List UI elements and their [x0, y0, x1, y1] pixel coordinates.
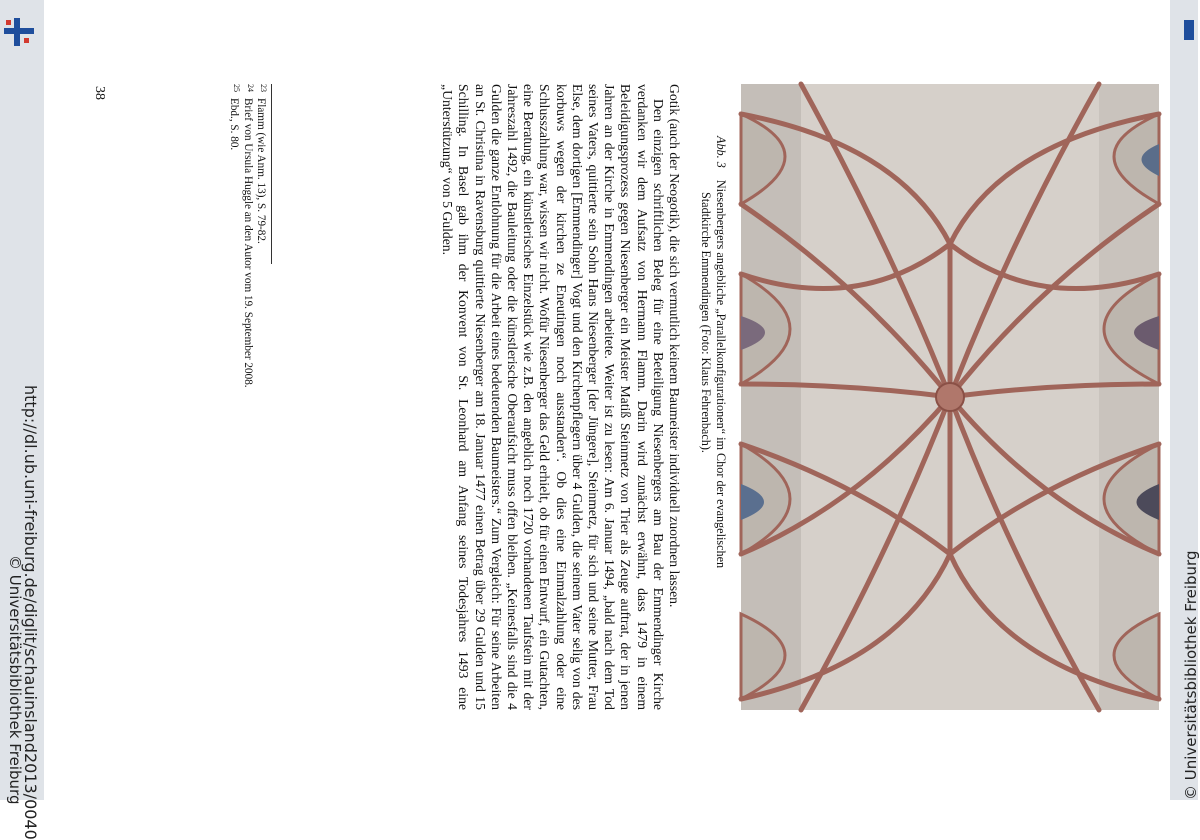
footnote-text: Brief von Ursula Huggle an den Autor vom 19. September 2008.	[241, 98, 254, 388]
paragraph-2: Den einzigen schriftlichen Beleg für eine Beteiligung Niesenbergers am Bau der Emmendinger Kirche verdanken wir dem Aufsatz von Hermann Flamm. Darin wird zunächst erwähnt, dass 1479 in einem Beleidigungsprozess gegen Niesenberger ein Meister Matiß Steinmetz von Trier als Zeuge auftrat, der in jenen Jahren an der Kirche in Emmendingen arbeitete. Weiter ist zu lesen: Am 6. Januar 1494, „bald nach dem Tod seines Vaters, quittierte sein Sohn Hans Niesenberger [der Jüngere], Steinmetz, für sich und seine Mutter, Frau Else, dem dortigen [Emmendinger] Vogt und den Kirchenpflegern über 4 Gulden, die seinem Vater selig von des korbuws wegen der kirchen ze Eneutingen noch ausstanden“. Ob dies eine Einmalzahlung oder eine Schlusszahlung war, wissen wir nicht. Wofür Niesenberger das Geld erhielt, ob für einen Entwurf, ein Gutachten, eine Beratung, ein künstlerisches Einzelstück wie z.B. den angeblich noch 1720 vorhandenen Taufstein mit der Jahreszahl 1492, die Bauleitung oder die künstlerische Oberaufsicht muss offen bleiben. „Keinesfalls sind die 4 Gulden die ganze Entlohnung für die Arbeit eines bedeutenden Baumeisters.“ Zum Vergleich: Für seine Arbeiten an St. Christina in Ravensburg quittierte Niesenberger am 18. Januar 1477 einen Betrag über 29 Gulden und 15 Schilling. In Basel gab ihm der Konvent von St. Leonhard am Anfang seines Todesjahres 1493 eine „Unterstützung“ von 5 Gulden.	[440, 84, 666, 710]
footnotes	[227, 84, 272, 710]
footnote	[227, 84, 240, 710]
footnote	[254, 84, 267, 710]
library-logo-fragment-icon	[1184, 20, 1194, 40]
footnote-number: 24	[245, 84, 255, 92]
footnote-text: Ebd., S. 80.	[228, 98, 241, 151]
page-number: 38	[92, 86, 107, 100]
footnote-number: 25	[232, 84, 242, 92]
body-text	[439, 84, 682, 710]
figure-label: Abb. 3	[714, 136, 728, 168]
right-watermark-strip	[1168, 550, 1200, 800]
watermark-url[interactable]: http://dl.ub.uni-freiburg.de/diglit/schauinsland2013/0040	[21, 385, 40, 840]
watermark-copyright-left: © Universitätsbibliothek Freiburg	[6, 555, 24, 805]
watermark-copyright-right: © Universitätsbibliothek Freiburg	[1182, 550, 1200, 800]
vault-ceiling-photo	[741, 84, 1159, 710]
caption-line-2: Stadtkirche Emmendingen (Foto: Klaus Fehrenbach).	[699, 192, 713, 453]
vault-ceiling-image	[741, 84, 1159, 710]
library-logo-icon	[4, 18, 34, 48]
figure-caption	[698, 136, 728, 676]
left-viewer-margin	[0, 0, 44, 800]
footnote	[240, 84, 253, 710]
footnote-rule	[271, 84, 272, 264]
caption-line-1: Niesenbergers angebliche „Parallelkonfigurationen“ im Chor der evangelischen	[714, 179, 728, 569]
footnote-number: 23	[259, 84, 268, 92]
scanned-page	[44, 0, 1170, 800]
rotated-page-content	[44, 0, 1170, 800]
footnote-text: Flamm (wie Anm. 13), S. 79-82.	[255, 98, 267, 244]
paragraph-1: Gotik (auch der Neogotik), die sich vermutlich keinem Baumeister individuell zuordnen lassen.	[667, 84, 682, 608]
